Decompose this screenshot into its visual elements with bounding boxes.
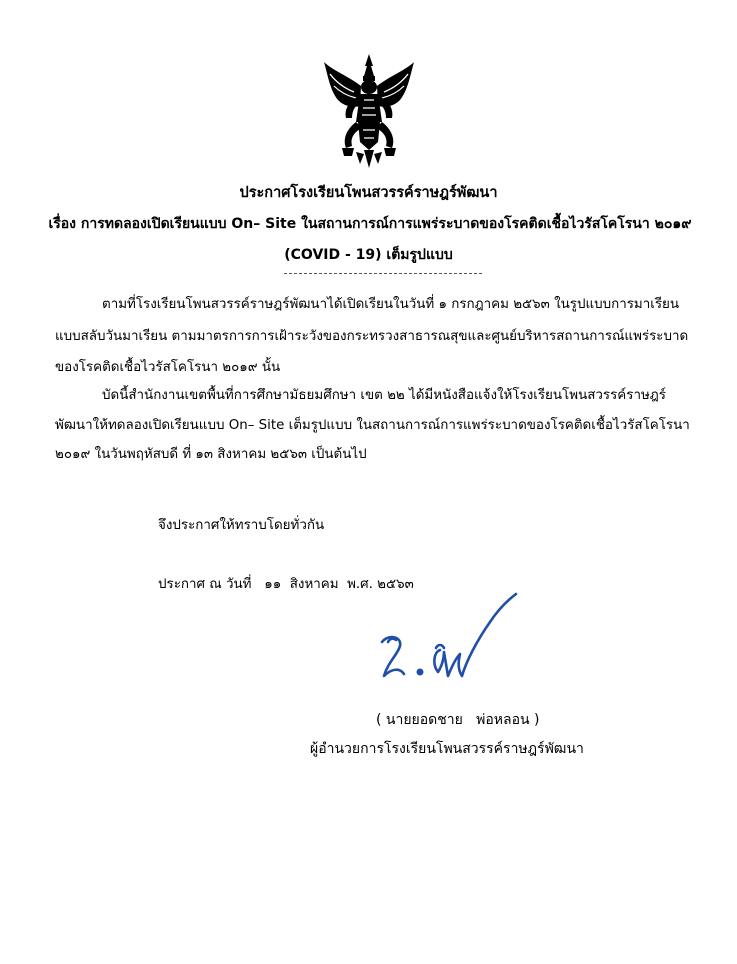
paragraph1-line1: ตามที่โรงเรียนโพนสวรรค์ราษฎร์พัฒนาได้เปิดเรียนในวันที่ ๑ กรกฎาคม ๒๕๖๓ ในรูปแบบการมาเรียน [102, 297, 680, 312]
paragraph1-line3: ของโรคติดเชื้อไวรัสโคโรนา ๒๐๑๙ นั้น [55, 360, 281, 375]
handwritten-signature [358, 592, 518, 682]
subject-line: เรื่อง การทดลองเปิดเรียนแบบ On– Site ในสถานการณ์การแพร่ระบาดของโรคติดเชื้อไวรัสโคโรนา ๒๐๑๙ [48, 216, 692, 232]
subject-line-continued: (COVID - 19) เต็มรูปแบบ [284, 247, 453, 263]
announcement-date: ประกาศ ณ วันที่ ๑๑ สิงหาคม พ.ศ. ๒๕๖๓ [158, 577, 414, 592]
garuda-emblem-icon [320, 52, 418, 170]
paragraph2-line3: ๒๐๑๙ ในวันพฤหัสบดี ที่ ๑๓ สิงหาคม ๒๕๖๓ เป็นต้นไป [55, 447, 367, 462]
paragraph2-line2: พัฒนาให้ทดลองเปิดเรียนแบบ On– Site เต็มรูปแบบ ในสถานการณ์การแพร่ระบาดของโรคติดเชื้อไวรัสโคโรนา [55, 418, 690, 433]
announcement-title: ประกาศโรงเรียนโพนสวรรค์ราษฎร์พัฒนา [239, 185, 498, 201]
closing-statement: จึงประกาศให้ทราบโดยทั่วกัน [158, 518, 325, 533]
title-divider [284, 273, 482, 274]
paragraph1-line2: แบบสลับวันมาเรียน ตามมาตรการการเฝ้าระวังของกระทรวงสาธารณสุขและศูนย์บริหารสถานการณ์แพร่ระบาด [55, 329, 689, 344]
signatory-name: ( นายยอดชาย พ่อหลอน ) [376, 712, 540, 728]
signatory-position: ผู้อำนวยการโรงเรียนโพนสวรรค์ราษฎร์พัฒนา [310, 741, 584, 757]
paragraph2-line1: บัดนี้สำนักงานเขตพื้นที่การศึกษามัธยมศึกษา เขต ๒๒ ได้มีหนังสือแจ้งให้โรงเรียนโพนสวรรค์ราษฎร์ [102, 388, 666, 403]
